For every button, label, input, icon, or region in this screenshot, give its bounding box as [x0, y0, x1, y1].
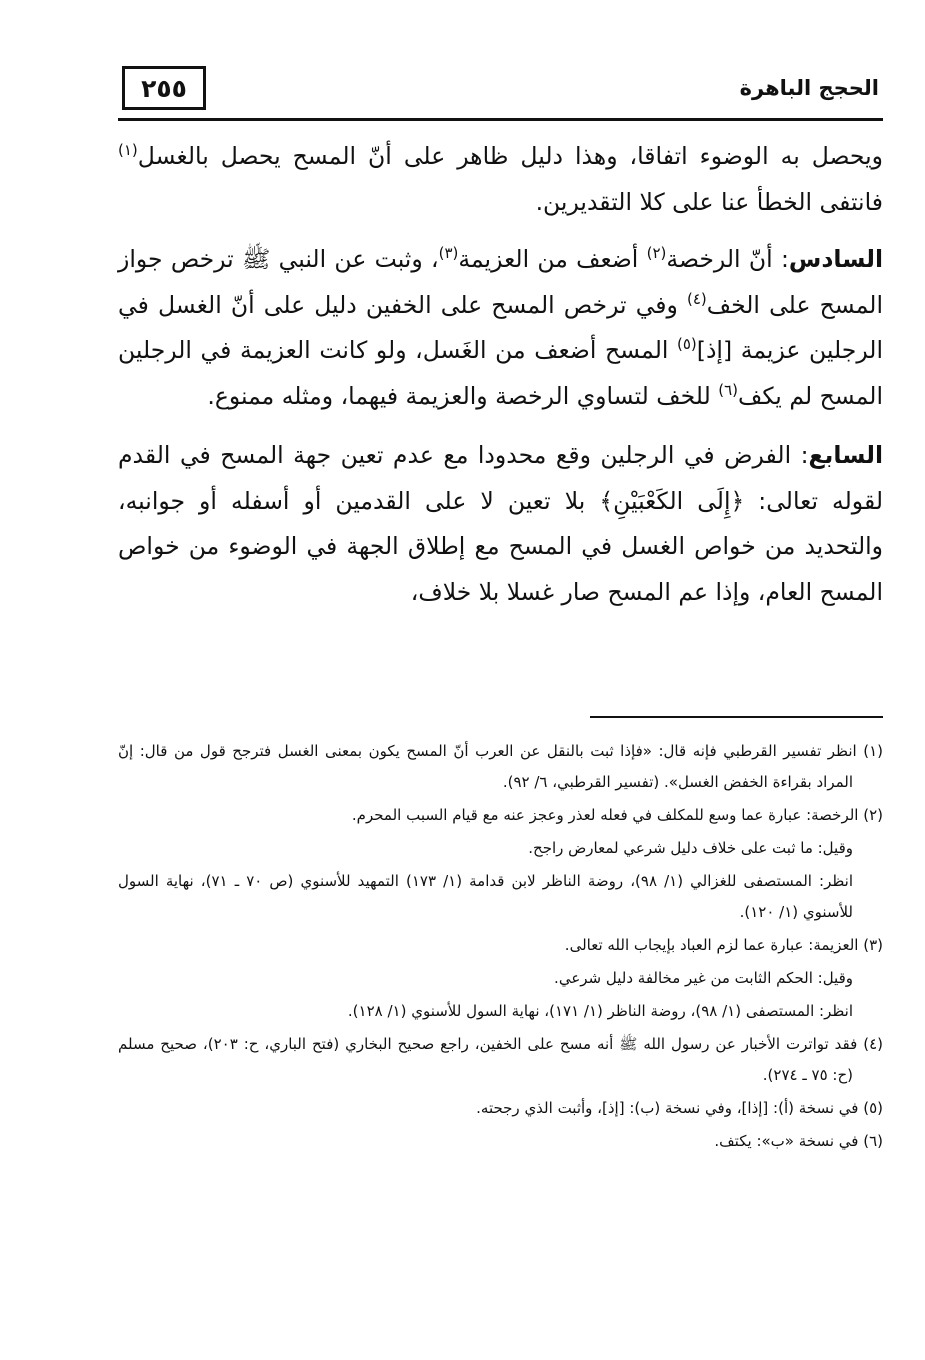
footnote-ref-4: (٤)	[687, 289, 707, 308]
paragraph-seventh	[118, 433, 883, 615]
paragraph-1	[118, 134, 883, 225]
footnote-2: (٢) الرخصة: عبارة عما وسع للمكلف في فعله لعذر وعجز عنه مع قيام السبب المحرم.	[351, 806, 883, 824]
footnote-3-line: انظر: المستصفى (١/ ٩٨)، روضة الناظر (١/ ١٧١)، نهاية السول للأسنوي (١/ ١٢٨).	[347, 1002, 853, 1020]
text: : الفرض في الرجلين وقع محدودا مع عدم تعين جهة المسح في القدم لقوله تعالى: ﴿إِلَى الكَعْبَيْنِ﴾ بلا تعين لا على القدمين أو أسفله أو جوانبه، والتحديد من خواص الغسل في المسح مع إطلاق الجهة في الوضوء من خواص المسح العام، وإذا عم المسح صار غسلا بلا خلاف،	[118, 441, 883, 606]
footnote-2-line: وقيل: ما ثبت على خلاف دليل شرعي لمعارض راجح.	[528, 839, 853, 857]
footnote-6: (٦) في نسخة «ب»: يكتف.	[714, 1132, 883, 1150]
paragraph-lead: السابع	[808, 441, 883, 469]
footnote-2-line: انظر: المستصفى للغزالي (١/ ٩٨)، روضة الناظر لابن قدامة (١/ ١٧٣) التمهيد للأسنوي (ص ٧٠ ـ ٧١)، نهاية السول للأسنوي (١/ ١٢٠).	[118, 872, 854, 921]
footnote-5: (٥) في نسخة (أ): [إذا]، وفي نسخة (ب): [إذ]، وأثبت الذي رجحته.	[476, 1099, 883, 1117]
footnote-ref-1: (١)	[118, 141, 138, 160]
paragraph-sixth	[118, 237, 883, 419]
header-rule	[118, 118, 883, 121]
text: ويحصل به الوضوء اتفاقا، وهذا دليل ظاهر على أنّ المسح يحصل بالغسل	[137, 142, 883, 170]
text: ، وثبت عن النبي ﷺ ترخص جواز المسح على الخف	[118, 245, 883, 319]
footnote-ref-2: (٢)	[646, 244, 667, 263]
running-title: الحجج الباهرة	[739, 76, 879, 100]
footnote-ref-6: (٦)	[718, 380, 738, 399]
footnote-ref-5: (٥)	[677, 335, 697, 354]
footnotes	[118, 736, 883, 1159]
footnote-4: (٤) فقد تواترت الأخبار عن رسول الله ﷺ أنه مسح على الخفين، راجع صحيح البخاري (فتح الباري، ح: ٢٠٣)، صحيح مسلم (ح: ٧٥ ـ ٢٧٤).	[118, 1035, 883, 1084]
page-number: ٢٥٥	[122, 66, 206, 110]
paragraph-lead: السادس	[788, 245, 883, 273]
text: فانتفى الخطأ عنا على كلا التقديرين.	[535, 187, 883, 216]
text: للخف لتساوي الرخصة والعزيمة فيهما، ومثله ممنوع.	[207, 381, 719, 410]
text: : أنّ الرخصة	[666, 245, 789, 273]
page-header	[118, 66, 883, 116]
text: المسح أضعف من الغَسل، ولو كانت العزيمة في الرجلين المسح لم يكف	[118, 336, 883, 410]
footnote-1: (١) انظر تفسير القرطبي فإنه قال: «فإذا ثبت بالنقل عن العرب أنّ المسح يكون بمعنى الغسل فترجح قول من قال: إنّ المراد بقراءة الخفض الغسل». (تفسير القرطبي، ٦/ ٩٢).	[118, 742, 883, 791]
footnote-ref-3: (٣)	[438, 244, 459, 263]
main-text	[118, 134, 883, 615]
text: أضعف من العزيمة	[458, 245, 647, 273]
footnote-3: (٣) العزيمة: عبارة عما لزم العباد بإيجاب الله تعالى.	[564, 936, 883, 954]
text: وفي ترخص المسح على الخفين دليل على أنّ الغسل في الرجلين عزيمة [إذ]	[118, 290, 883, 364]
footnote-3-line: وقيل: الحكم الثابت من غير مخالفة دليل شرعي.	[554, 969, 853, 987]
footnote-separator	[590, 716, 883, 718]
